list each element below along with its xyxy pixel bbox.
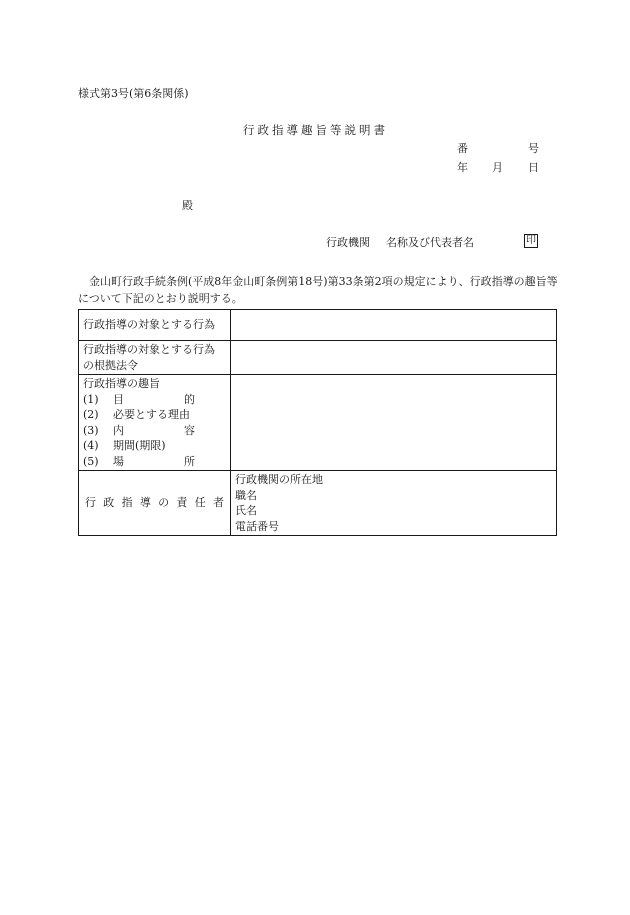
document-title: 行政指導趣旨等説明書	[243, 123, 388, 137]
representative-label: 名称及び代表者名	[386, 236, 474, 249]
label-legal-basis-line1: 行政指導の対象とする行為	[83, 343, 215, 356]
agency-label: 行政機関	[326, 236, 370, 249]
field-agency-address: 行政機関の所在地	[235, 473, 323, 486]
label-legal-basis	[79, 341, 231, 375]
purpose-item	[83, 454, 226, 470]
label-char: 行	[85, 496, 96, 510]
table-row	[79, 341, 557, 375]
addressee-suffix: 殿	[182, 199, 193, 212]
value-purpose	[231, 375, 557, 471]
item-number: (4)	[83, 439, 99, 452]
number-label: 番	[457, 142, 468, 155]
value-target-action	[231, 310, 557, 341]
table-row	[79, 375, 557, 471]
date-day-label: 日	[528, 161, 539, 174]
value-legal-basis	[231, 341, 557, 375]
label-responsible-person	[79, 471, 231, 536]
field-name: 氏名	[235, 504, 257, 517]
date-month-label: 月	[492, 161, 503, 174]
item-number: (1)	[83, 392, 99, 406]
purpose-heading: 行政指導の趣旨	[83, 377, 160, 390]
label-char: 導	[139, 496, 151, 510]
date-year-label: 年	[457, 161, 468, 174]
purpose-item	[83, 438, 226, 454]
label-char: の	[158, 496, 170, 510]
seal-mark	[524, 234, 538, 248]
table-row	[79, 310, 557, 341]
explanation-table	[78, 309, 557, 536]
form-number: 様式第3号(第6条関係)	[78, 87, 189, 100]
number-suffix: 号	[528, 142, 539, 155]
item-text: 期間(期限)	[113, 439, 166, 452]
purpose-item	[83, 407, 226, 423]
label-char: 政	[103, 496, 115, 510]
field-job-title: 職名	[235, 488, 257, 502]
label-target-action: 行政指導の対象とする行為	[79, 310, 231, 341]
label-purpose	[79, 375, 231, 471]
item-char: 内	[113, 423, 124, 437]
table-row	[79, 471, 557, 536]
label-legal-basis-line2: の根拠法令	[83, 358, 138, 372]
value-responsible-person	[231, 471, 557, 536]
body-paragraph: 金山町行政手続条例(平成8年金山町条例第18号)第33条第2項の規定により、行政指導の趣旨等について下記のとおり説明する。	[78, 275, 558, 305]
item-char: 的	[184, 392, 195, 406]
label-char: 指	[121, 496, 133, 510]
item-char: 所	[184, 454, 195, 468]
item-number: (5)	[83, 454, 99, 468]
purpose-item	[83, 392, 226, 408]
label-char: 任	[194, 496, 206, 510]
field-phone: 電話番号	[235, 519, 279, 533]
label-char: 者	[212, 496, 224, 510]
item-text: 必要とする理由	[113, 408, 190, 421]
item-number: (2)	[83, 408, 99, 421]
label-char: 責	[176, 496, 188, 510]
seal-text: 印	[526, 235, 536, 246]
item-number: (3)	[83, 423, 99, 437]
purpose-item	[83, 423, 226, 439]
item-char: 場	[113, 454, 124, 468]
item-char: 容	[184, 423, 195, 437]
item-char: 目	[113, 392, 124, 406]
